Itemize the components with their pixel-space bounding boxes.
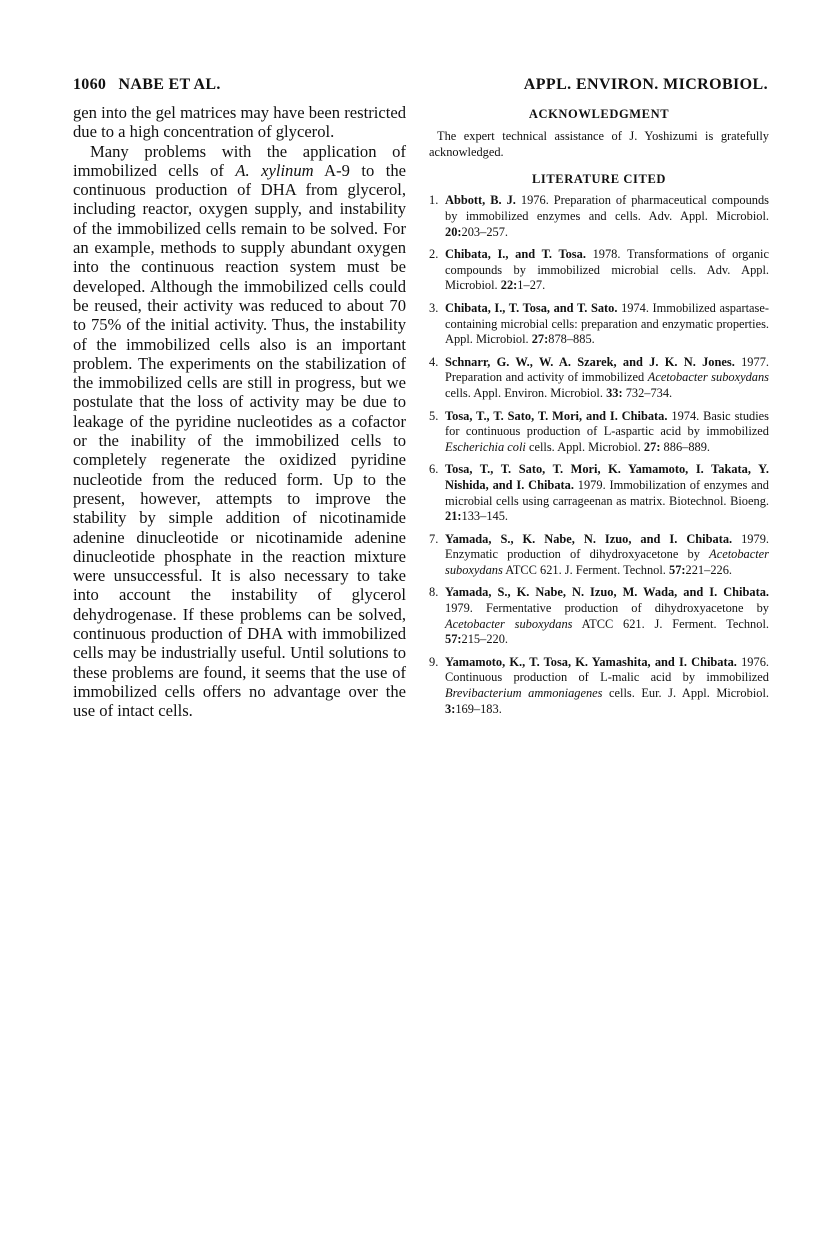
- reference-year: 1976.: [736, 654, 769, 669]
- reference-number: 8.: [429, 585, 439, 600]
- reference-volume: 57:: [445, 632, 462, 647]
- reference-list: [429, 193, 769, 717]
- literature-heading: LITERATURE CITED: [531, 172, 667, 187]
- reference-pages: 221–226.: [685, 562, 732, 577]
- reference-item: [429, 409, 769, 456]
- species-name: Acetobacter suboxydans: [445, 616, 573, 631]
- left-column: [73, 103, 406, 721]
- reference-text: ATCC 621. J. Ferment. Technol.: [572, 616, 769, 631]
- reference-text: Immobilized aspartase-containing microbial cells: preparation and enzymatic properties. Appl. Microbiol.: [445, 300, 769, 347]
- reference-year: 1976.: [515, 193, 554, 208]
- reference-number: 7.: [429, 531, 439, 546]
- acknowledgment-text: The expert technical assistance of J. Yoshizumi is gratefully acknowledged.: [429, 129, 769, 160]
- reference-text: Preparation of pharmaceutical compounds by immobilized enzymes and cells. Adv. Appl. Microbiol.: [445, 193, 769, 223]
- reference-pages: 203–257.: [461, 224, 508, 239]
- reference-volume: 20:: [445, 224, 462, 239]
- paragraph-text: Many problems with the application of immobilized cells of: [73, 141, 406, 180]
- reference-text: Enzymatic production of dihydroxyacetone by: [445, 547, 710, 562]
- reference-authors: Yamada, S., K. Nabe, N. Izuo, and I. Chibata.: [445, 531, 733, 546]
- reference-year: 1974.: [617, 300, 653, 315]
- paragraph-continued: gen into the gel matrices may have been restricted due to a high concentration of glycerol.: [73, 103, 406, 142]
- reference-item: [429, 247, 769, 294]
- reference-pages: 169–183.: [455, 701, 502, 716]
- reference-authors: Schnarr, G. W., W. A. Szarek, and J. K. N. Jones.: [445, 354, 735, 369]
- reference-authors: Chibata, I., T. Tosa, and T. Sato.: [445, 300, 618, 315]
- reference-pages: 886–889.: [660, 439, 711, 454]
- reference-item: [429, 355, 769, 402]
- reference-item: [429, 301, 769, 348]
- reference-text: Preparation and activity of immobilized: [445, 370, 648, 385]
- reference-volume: 21:: [445, 509, 462, 524]
- reference-volume: 33:: [606, 385, 623, 400]
- reference-item: [429, 462, 769, 524]
- right-column: [429, 103, 769, 724]
- running-header: [73, 76, 768, 100]
- reference-authors: Chibata, I., and T. Tosa.: [445, 247, 586, 262]
- reference-pages: 732–734.: [622, 385, 673, 400]
- reference-year: 1979.: [732, 531, 769, 546]
- reference-number: 6.: [429, 462, 439, 477]
- acknowledgment-heading: ACKNOWLEDGMENT: [528, 107, 670, 121]
- reference-number: 4.: [429, 354, 439, 369]
- reference-authors: Yamamoto, K., T. Tosa, K. Yamashita, and I. Chibata.: [445, 654, 737, 669]
- reference-authors: Tosa, T., T. Sato, T. Mori, K. Yamamoto, I. Takata, Y. Nishida, and I. Chibata.: [445, 462, 769, 492]
- reference-number: 9.: [429, 654, 439, 669]
- reference-text: Continuous production of L-malic acid by immobilized: [445, 670, 769, 685]
- running-authors: NABE ET AL.: [118, 76, 221, 93]
- reference-text: Fermentative production of dihydroxyacetone by: [486, 601, 769, 616]
- reference-number: 3.: [429, 300, 439, 315]
- reference-text: ATCC 621. J. Ferment. Technol.: [502, 562, 669, 577]
- reference-text: Basic studies for continuous production of L-aspartic acid by immobilized: [445, 408, 769, 439]
- reference-text: cells. Appl. Environ. Microbiol.: [445, 385, 607, 400]
- reference-pages: 878–885.: [548, 332, 595, 347]
- reference-pages: 1–27.: [517, 278, 546, 293]
- reference-year: 1979.: [445, 601, 486, 616]
- reference-pages: 215–220.: [461, 632, 508, 647]
- paragraph-discussion: [73, 142, 406, 721]
- reference-year: 1978.: [585, 247, 627, 262]
- reference-number: 1.: [429, 193, 439, 208]
- header-left: [73, 76, 221, 94]
- reference-volume: 3:: [445, 701, 456, 716]
- species-name: A. xylinum: [235, 160, 314, 180]
- reference-year: 1974.: [667, 408, 704, 423]
- reference-volume: 27:: [643, 439, 661, 454]
- species-name: Brevibacterium ammoniagenes: [445, 686, 603, 701]
- journal-abbrev: APPL. ENVIRON. MICROBIOL.: [523, 76, 768, 93]
- reference-item: [429, 532, 769, 579]
- reference-volume: 57:: [669, 562, 686, 577]
- reference-authors: Yamada, S., K. Nabe, N. Izuo, M. Wada, and I. Chibata.: [445, 585, 769, 600]
- reference-number: 5.: [429, 408, 439, 423]
- reference-volume: 22:: [500, 278, 518, 293]
- reference-year: 1977.: [734, 354, 769, 369]
- reference-volume: 27:: [531, 332, 549, 347]
- species-name: Acetobacter suboxydans: [445, 547, 769, 577]
- reference-text: cells. Appl. Microbiol.: [525, 439, 644, 454]
- reference-pages: 133–145.: [461, 509, 508, 524]
- paragraph-text: A-9 to the continuous production of DHA from glycerol, including reactor, oxygen supply, and instability of the immobilized cells remain to be solved. For an example, methods to supply abundant oxygen into the continuous reaction system must be developed. Although the immobilized cells could be reused, their activity was reduced to about 70 to 75% of the initial activity. Thus, the instability of the immobilized cells also is an important problem. The experiments on the stabilization of the immobilized cells are still in progress, but we postulate that the loss of activity may be due to leakage of the pyridine nucleotides as a cofactor or the inability of the immobilized cells to completely regenerate the oxidized pyridine nucleotide from the reduced form. Up to the present, however, attempts to improve the stability by simple addition of nicotinamide adenine dinucleotide or nicotinamide adenine dinucleotide phosphate in the reaction mixture were unsuccessful. It is also necessary to take into account the instability of glycerol dehydrogenase. If these problems can be solved, continuous production of DHA with immobilized cells may be industrially useful. Until solutions to these problems are found, it seems that the use of immobilized cells offers no advantage over the use of intact cells.: [73, 160, 406, 721]
- reference-authors: Abbott, B. J.: [445, 193, 516, 208]
- reference-text: Transformations of organic compounds by immobilized microbial cells. Adv. Appl. Microbiol.: [445, 247, 769, 293]
- species-name: Escherichia coli: [445, 439, 526, 454]
- reference-item: [429, 193, 769, 240]
- reference-year: 1979.: [573, 477, 610, 492]
- reference-authors: Tosa, T., T. Sato, T. Mori, and I. Chibata.: [445, 408, 668, 423]
- reference-text: Immobilization of enzymes and microbial cells using carrageenan as matrix. Biotechnol. Bioeng.: [445, 477, 769, 508]
- reference-number: 2.: [429, 247, 439, 262]
- page-number: 1060: [73, 76, 107, 93]
- reference-item: [429, 655, 769, 717]
- reference-item: [429, 585, 769, 647]
- species-name: Acetobacter suboxydans: [647, 370, 769, 385]
- reference-text: cells. Eur. J. Appl. Microbiol.: [602, 686, 769, 701]
